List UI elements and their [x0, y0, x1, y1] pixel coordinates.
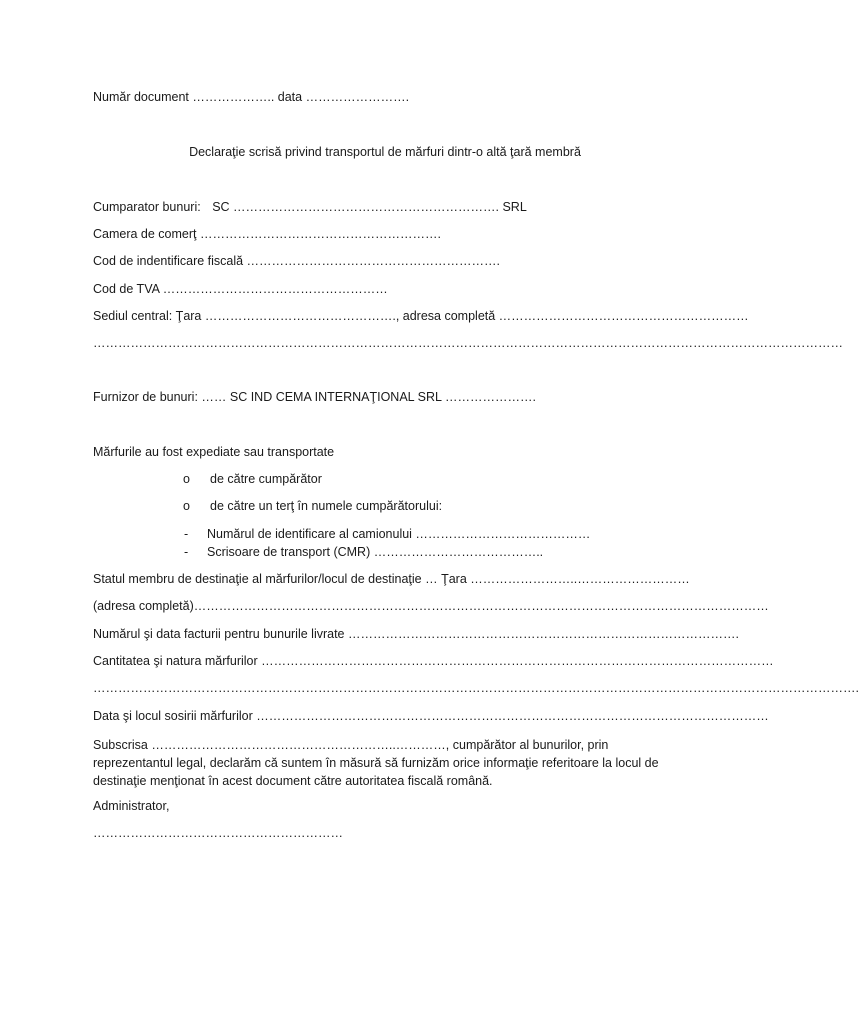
fiscal-code-line: Cod de indentificare fiscală …………………………………………………….: [93, 254, 501, 268]
quantity-continuation: ………………………………………………………………………………………………………………………………………………………………….: [93, 681, 859, 695]
option-buyer: [183, 472, 322, 486]
sub-item-marker: -: [184, 545, 189, 559]
chamber-of-commerce-line: Camera de comerţ ………………………………………………….: [93, 227, 441, 241]
signature-label: Administrator,: [93, 799, 170, 813]
option-text: de către cumpărător: [210, 472, 322, 486]
option-text: de către un terţ în numele cumpărătorului:: [210, 499, 443, 513]
buyer-line: [93, 200, 527, 214]
invoice-line: Numărul şi data facturii pentru bunurile livrate ………………………………………………………………………………….: [93, 627, 739, 641]
sub-item-truck-id: [184, 527, 591, 541]
signature-line: ……………………………………………………: [93, 826, 343, 840]
arrival-line: Data şi locul sosirii mărfurilor ……………………………………………………………………………………………………………: [93, 709, 769, 723]
sub-item-cmr: [184, 545, 544, 559]
quantity-line: Cantitatea şi natura mărfurilor ……………………………………………………………………………………………………………: [93, 654, 774, 668]
headquarters-line: Sediul central: Ţara ………………………………………., adresa completă ……………………………………………………: [93, 309, 749, 323]
buyer-value: SC ………………………………………………………. SRL: [212, 200, 527, 214]
document-number-line: Număr document ……………….. data …………………….: [93, 90, 410, 104]
goods-intro: Mărfurile au fost expediate sau transportate: [93, 445, 335, 459]
option-third-party: [183, 499, 443, 513]
vat-code-line: Cod de TVA ………………………………………………: [93, 282, 388, 296]
option-marker: o: [183, 499, 190, 513]
sub-item-text: Scrisoare de transport (CMR) …………………………………..: [207, 545, 544, 559]
supplier-line: Furnizor de bunuri: …… SC IND CEMA INTERNAŢIONAL SRL ………………….: [93, 390, 536, 404]
document-title: Declaraţie scrisă privind transportul de mărfuri dintr-o altă ţară membră: [189, 145, 581, 159]
statement-paragraph: Subscrisa …………………………………………………..…………, cumpărător al bunurilor, prin reprezentantul legal, declarăm că suntem în măsură să furnizăm orice informaţie referitoare la locul de destinaţie menţionat în acest document către autoritatea fiscală română.: [93, 738, 659, 788]
sub-item-text: Numărul de identificare al camionului ……………………………………: [207, 527, 591, 541]
option-marker: o: [183, 472, 190, 486]
headquarters-continuation: ………………………………………………………………………………………………………………………………………………………………: [93, 336, 843, 350]
sub-item-marker: -: [184, 527, 189, 541]
buyer-label: Cumparator bunuri:: [93, 200, 201, 214]
destination-state-line: Statul membru de destinaţie al mărfurilor/locul de destinaţie … Ţara ……………………..………………………: [93, 572, 690, 586]
full-address-line: (adresa completă)…………………………………………………………………………………………………………………………: [93, 599, 769, 613]
